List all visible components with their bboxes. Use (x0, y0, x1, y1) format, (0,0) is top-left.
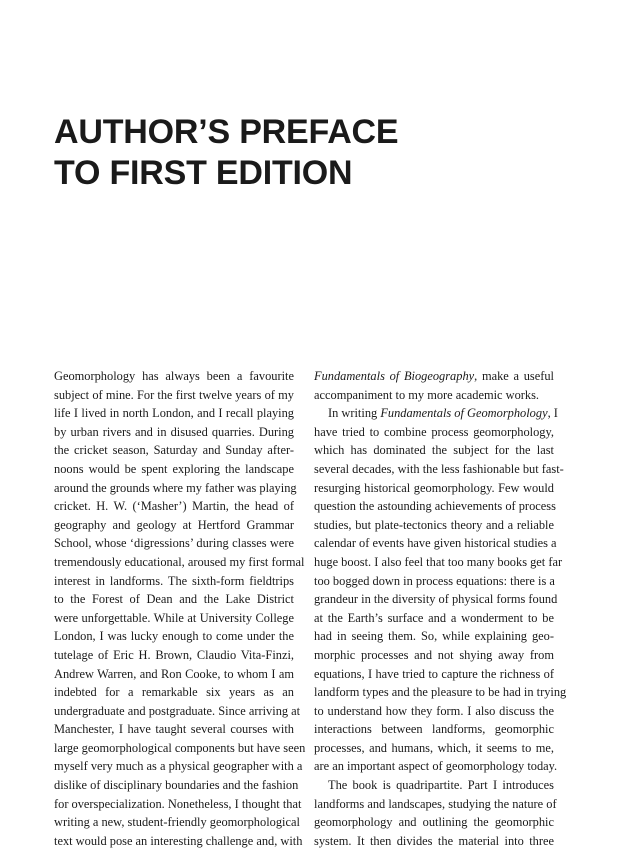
text-line: for overspecialization. Nonetheless, I thought that (54, 796, 302, 811)
text-line: interactions between landforms, geomorphic (314, 722, 554, 737)
text-line: are an important aspect of geomorphology today. (314, 759, 558, 774)
text-line: around the grounds where my father was playing (54, 480, 297, 495)
text-line: indebted for a remarkable six years as an (54, 685, 294, 700)
text-line: Andrew Warren, and Ron Cooke, to whom I am (54, 666, 294, 681)
text-line: geography and geology at Hertford Grammar (54, 517, 294, 532)
text-line: the cricket season, Saturday and Sunday after- (54, 443, 294, 458)
text-line: at the Earth’s surface and a wonderment to be (314, 610, 554, 625)
text-line: tutelage of Eric H. Brown, Claudio Vita-Finzi, (54, 647, 294, 662)
text-line: The book is quadripartite. Part I introduces (328, 778, 554, 793)
text-line: Geomorphology has always been a favourite (54, 369, 294, 383)
text-line: accompaniment to my more academic works. (314, 387, 540, 402)
italic-book-title: Fundamentals of Biogeography (314, 369, 475, 383)
text-line: too bogged down in process equations: there is a (314, 573, 555, 588)
text-line: studies, but plate-tectonics theory and a reliable (314, 517, 554, 532)
text-line: which has dominated the subject for the last (314, 443, 554, 458)
page-title (54, 112, 574, 194)
text-line: were unforgettable. While at University College (54, 610, 294, 625)
title-line-1: AUTHOR’S PREFACE (54, 113, 399, 151)
text-line: by urban rivers and in disused quarries. During (54, 424, 294, 439)
text-fragment: In writing (328, 406, 381, 421)
text-line: dislike of disciplinary boundaries and the fashion (54, 778, 299, 793)
text-line: myself very much as a physical geographer with a (54, 759, 303, 774)
text-line: tremendously educational, aroused my first formal (54, 554, 305, 569)
text-fragment: , I (547, 406, 558, 421)
text-line (314, 404, 558, 423)
italic-book-title: Fundamentals of Geomorphology (380, 406, 548, 421)
right-column (314, 367, 567, 850)
text-line: morphic processes and not shying away from (314, 647, 554, 662)
text-line: writing a new, student-friendly geomorphological (54, 815, 300, 830)
text-line: to the Forest of Dean and the Lake District (54, 592, 294, 607)
text-line: equations, I have tried to capture the richness of (314, 666, 554, 681)
text-line: text would pose an interesting challenge and, with (54, 833, 303, 848)
text-line: subject of mine. For the first twelve years of my (54, 387, 294, 402)
text-line: system. It then divides the material into three (314, 833, 554, 848)
text-line: have tried to combine process geomorphology, (314, 424, 554, 439)
text-line: interest in landforms. The sixth-form fieldtrips (54, 573, 294, 588)
text-line: noons would be spent exploring the landscape (54, 461, 294, 476)
text-line: question the astounding achievements of process (314, 499, 556, 514)
text-line: large geomorphological components but have seen (54, 740, 306, 755)
text-line: geomorphology and outlining the geomorphic (314, 815, 554, 830)
text-line: processes, and humans, which, it seems to me, (314, 740, 554, 755)
left-column (54, 367, 306, 850)
text-line: grandeur in the diversity of physical forms found (314, 592, 558, 607)
text-line: landform types and the pleasure to be had in trying (314, 685, 567, 700)
text-line: undergraduate and postgraduate. Since arriving at (54, 703, 301, 718)
text-line: huge boost. I also feel that too many books get far (314, 554, 563, 569)
text-line: had in seeing them. So, while explaining geo- (314, 629, 554, 644)
text-line: resurging historical geomorphology. Few would (314, 480, 554, 495)
text-line (314, 367, 554, 386)
title-line-2: TO FIRST EDITION (54, 154, 353, 192)
text-line: cricket. H. W. (‘Masher’) Martin, the head of (54, 499, 294, 514)
text-line: several decades, with the less fashionable but fast- (314, 461, 564, 476)
text-line: Manchester, I have taught several courses with (54, 722, 294, 737)
text-line: London, I was lucky enough to come under the (54, 629, 294, 644)
text-line: calendar of events have given historical studies a (314, 536, 557, 551)
text-fragment: , make a useful (474, 369, 554, 383)
text-line: life I lived in north London, and I recall playing (54, 406, 294, 421)
text-line: to understand how they form. I also discuss the (314, 703, 554, 718)
text-line: landforms and landscapes, studying the nature of (314, 796, 557, 811)
text-line: School, whose ‘digressions’ during classes were (54, 536, 294, 551)
